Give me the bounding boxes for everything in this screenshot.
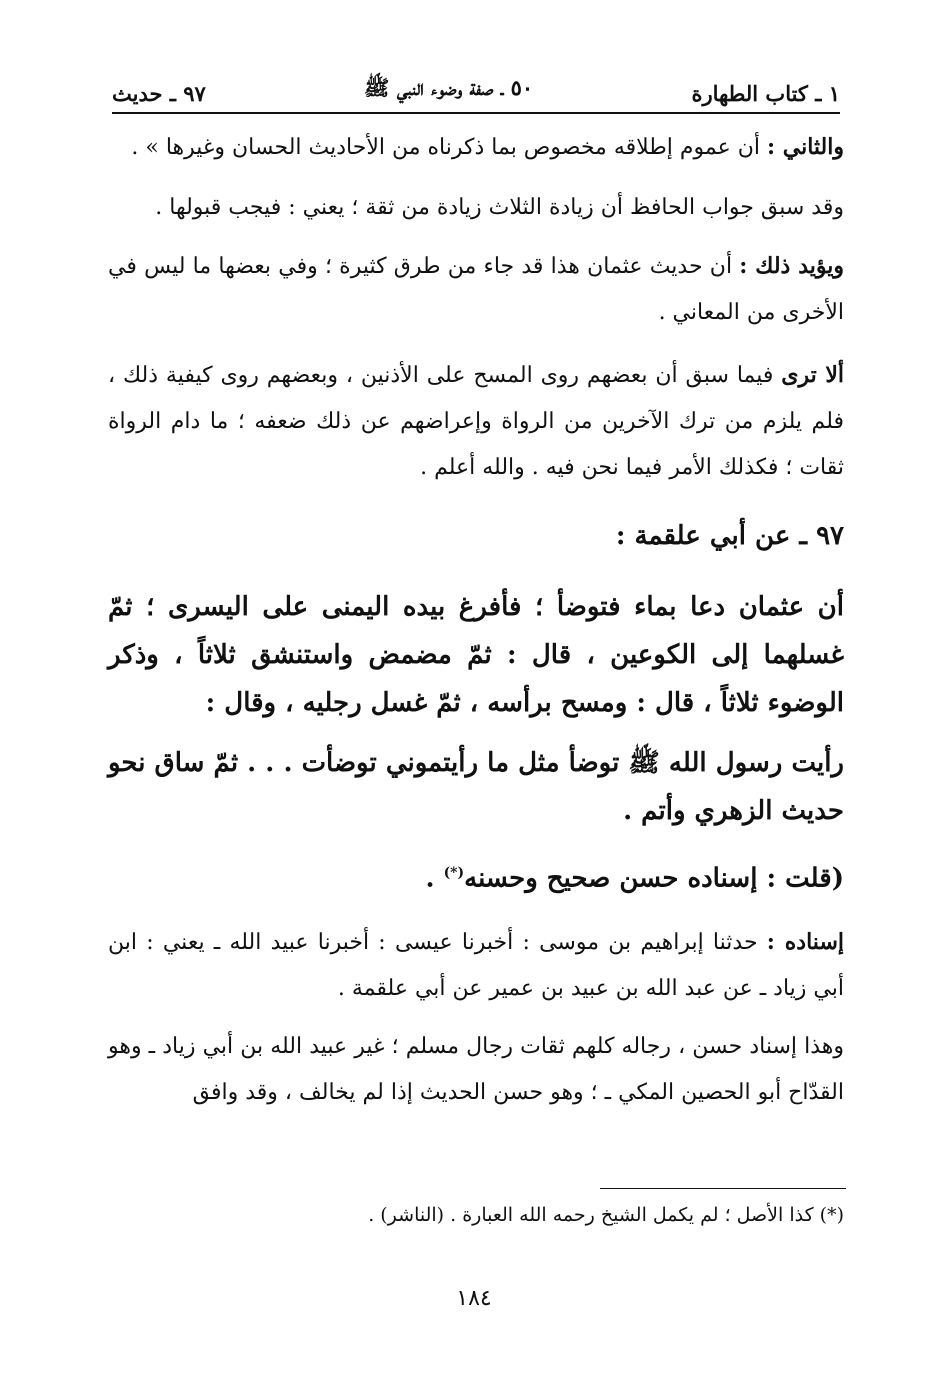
paragraph-support [108, 243, 844, 336]
paragraph-see [108, 352, 844, 491]
paragraph-hafiz-answer [108, 185, 844, 231]
main-text [108, 124, 844, 1116]
running-header [112, 66, 840, 106]
header-chapter: ١ ـ كتاب الطهارة [691, 81, 840, 106]
hadith-text-continued: رأيت رسول الله ﷺ توضأ مثل ما رأيتموني توضأت . . . ثمّ ساق نحو حديث الزهري وأتم . [108, 748, 844, 826]
header-section: ٥٠ ـ صفة وضوء النبي ﷺ [364, 75, 534, 100]
header-hadith-number: ٩٧ ـ حديث [112, 81, 206, 106]
isnad-body: حدثنا إبراهيم بن موسى : أخبرنا عيسى : أخبرنا عبيد الله ـ يعني : ابن أبي زياد ـ عن عبد الله بن عبيد بن عمير عن أبي علقمة . [108, 929, 844, 1001]
hadith-text: أن عثمان دعا بماء فتوضأ ؛ فأفرغ بيده اليمنى على اليسرى ؛ ثمّ غسلهما إلى الكوعين ، قال : ثمّ مضمض واستنشق ثلاثاً ، وذكر الوضوء ثلاثاً ، قال : ومسح برأسه ، ثمّ غسل رجليه ، وقال : [108, 592, 844, 718]
paragraph-second-point [108, 124, 844, 171]
hadith-heading: ٩٧ ـ عن أبي علقمة : [615, 521, 844, 551]
verdict-text: (قلت : إسناده حسن صحيح وحسنه [464, 863, 844, 894]
footnote-marker: (*) [443, 865, 465, 881]
paragraph-body: أن عموم إطلاقه مخصوص بما ذكرناه من الأحاديث الحسان وغيرها » . [131, 135, 767, 160]
paragraph-lead: والثاني : [766, 134, 844, 160]
isnad-paragraph [108, 919, 844, 1012]
paragraph-body: وقد سبق جواب الحافظ أن زيادة الثلاث زيادة من ثقة ؛ يعني : فيجب قبولها . [155, 195, 844, 220]
page-number: ١٨٤ [456, 1286, 492, 1311]
commentary-paragraph: وهذا إسناد حسن ، رجاله كلهم ثقات رجال مسلم ؛ غير عبيد الله بن أبي زياد ـ وهو القدّاح أبو الحصين المكي ـ ؛ وهو حسن الحديث إذا لم يخالف ، وقد وافق [108, 1033, 844, 1105]
paragraph-lead: ألا ترى [781, 362, 844, 388]
paragraph-body: فيما سبق أن بعضهم روى المسح على الأذنين ، وبعضهم روى كيفية ذلك ، فلم يلزم من ترك الآخرين من الرواة وإعراضهم عن ذلك ضعفه ؛ ما دام الرواة ثقات ؛ فكذلك الأمر فيما نحن فيه . والله أعلم . [108, 363, 844, 480]
footnote-divider [600, 1188, 846, 1189]
header-divider [112, 112, 840, 114]
author-verdict [108, 849, 844, 903]
footnote: (*) كذا الأصل ؛ لم يكمل الشيخ رحمه الله العبارة . (الناشر) . [368, 1204, 844, 1226]
verdict-end: . [425, 863, 444, 894]
paragraph-body: أن حديث عثمان هذا قد جاء من طرق كثيرة ؛ وفي بعضها ما ليس في الأخرى من المعاني . [108, 254, 844, 325]
paragraph-lead: ويؤيد ذلك : [739, 253, 844, 279]
isnad-lead: إسناده : [766, 928, 844, 955]
